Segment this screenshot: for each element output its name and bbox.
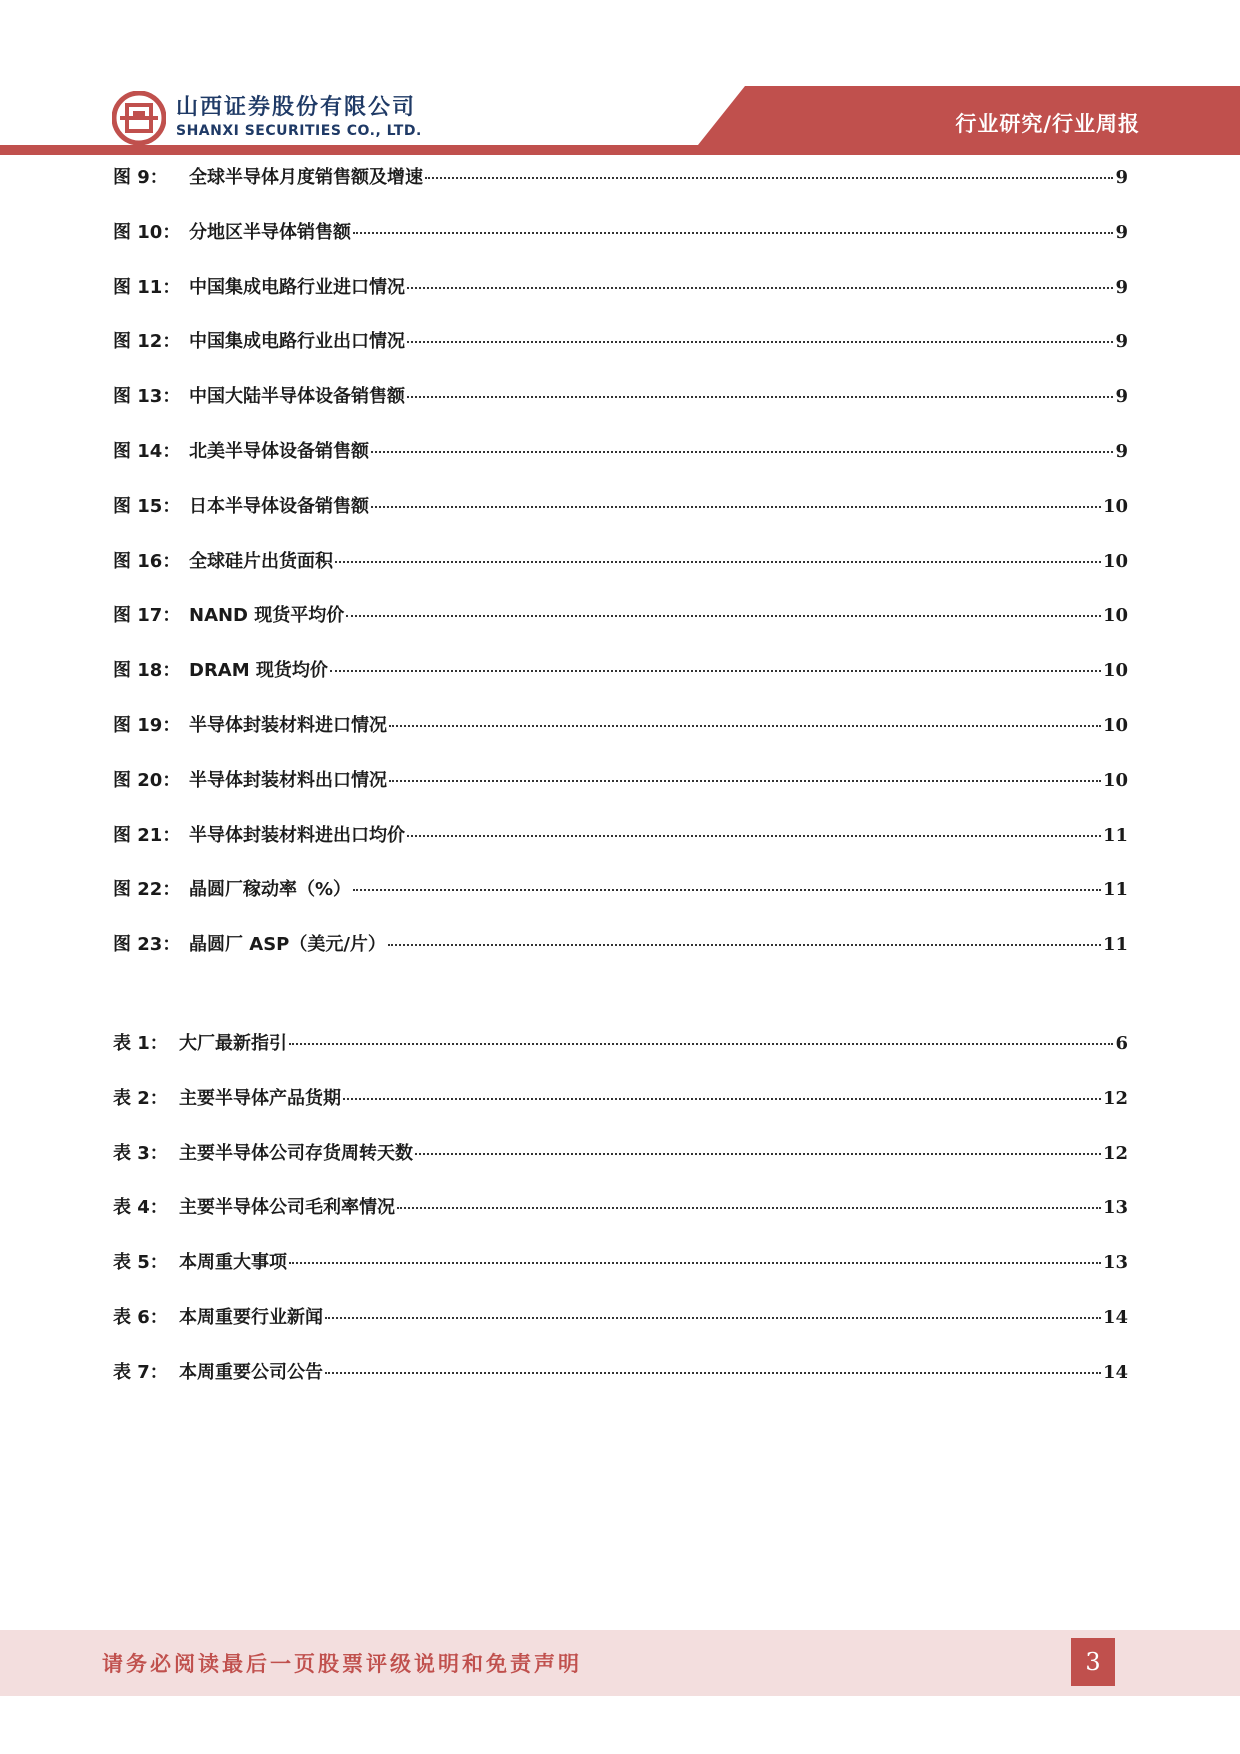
toc-entry-page: 12 [1102, 1087, 1128, 1109]
toc-figure-entry[interactable] [113, 327, 1128, 357]
toc-table-entry[interactable] [113, 1248, 1128, 1278]
company-name-cn: 山西证券股份有限公司 [176, 95, 417, 120]
toc-entry-page: 14 [1102, 1307, 1128, 1328]
toc-figure-entry[interactable] [113, 382, 1128, 412]
toc-dot-leader [325, 1317, 1101, 1319]
toc-table-entry[interactable] [113, 1084, 1128, 1114]
toc-dot-leader [407, 341, 1113, 343]
toc-entry-title: 本周重大事项 [179, 1252, 287, 1274]
toc-figure-entry[interactable] [113, 163, 1128, 193]
toc-entry-label: 表 4： [113, 1197, 168, 1219]
disclaimer-notice: 请务必阅读最后一页股票评级说明和免责声明 [102, 1651, 582, 1676]
toc-figure-entry[interactable] [113, 492, 1128, 522]
toc-entry-page: 10 [1102, 660, 1128, 682]
toc-dot-leader [407, 287, 1113, 289]
page-header [0, 0, 1240, 170]
toc-dot-leader [335, 561, 1101, 563]
toc-dot-leader [330, 670, 1101, 672]
toc-table-entry[interactable] [113, 1139, 1128, 1169]
toc-entry-page: 11 [1102, 824, 1128, 846]
toc-entry-page: 13 [1102, 1197, 1128, 1219]
toc-entry-page: 9 [1115, 331, 1128, 353]
toc-entry-page: 10 [1102, 605, 1128, 627]
toc-entry-title: 本周重要公司公告 [179, 1361, 323, 1383]
toc-entry-label: 表 6： [113, 1307, 168, 1328]
toc-entry-label: 图 22： [113, 879, 181, 901]
toc-table-entry[interactable] [113, 1358, 1128, 1388]
toc-entry-title: 半导体封装材料出口情况 [189, 769, 387, 791]
company-logo [112, 90, 422, 146]
toc-entry-label: 图 10： [113, 221, 181, 243]
toc-entry-page: 9 [1115, 221, 1128, 243]
toc-entry-title: 分地区半导体销售额 [189, 221, 351, 243]
toc-entry-label: 图 23： [113, 934, 181, 956]
toc-figure-entry[interactable] [113, 437, 1128, 467]
toc-entry-page: 10 [1102, 715, 1128, 736]
toc-entry-label: 表 7： [113, 1361, 168, 1383]
toc-entry-title: 主要半导体产品货期 [179, 1087, 341, 1109]
toc-dot-leader [346, 615, 1101, 617]
toc-entry-page: 9 [1115, 276, 1128, 298]
page-number: 3 [1071, 1638, 1115, 1686]
toc-entry-title: 主要半导体公司毛利率情况 [179, 1197, 395, 1219]
toc-entry-page: 6 [1115, 1033, 1128, 1054]
toc-dot-leader [397, 1207, 1101, 1209]
toc-entry-title: DRAM 现货均价 [189, 660, 328, 682]
toc-entry-label: 图 13： [113, 386, 181, 408]
toc-entry-label: 表 1： [113, 1033, 168, 1054]
toc-dot-leader [389, 725, 1101, 727]
toc-entry-title: 中国集成电路行业出口情况 [189, 331, 405, 353]
toc-dot-leader [407, 835, 1101, 837]
toc-entry-label: 表 5： [113, 1252, 168, 1274]
toc-entry-label: 图 18： [113, 660, 181, 682]
toc-figure-entry[interactable] [113, 930, 1128, 960]
toc-dot-leader [415, 1153, 1101, 1155]
toc-entry-label: 图 11： [113, 276, 181, 298]
toc-entry-title: 本周重要行业新闻 [179, 1307, 323, 1328]
toc-entry-page: 9 [1115, 167, 1128, 188]
toc-dot-leader [353, 889, 1101, 891]
toc-entry-title: 日本半导体设备销售额 [189, 495, 369, 517]
toc-dot-leader [425, 177, 1113, 179]
toc-entry-label: 表 2： [113, 1087, 168, 1109]
report-category: 行业研究/行业周报 [955, 112, 1140, 136]
toc-entry-label: 图 21： [113, 824, 181, 846]
toc-dot-leader [388, 944, 1101, 946]
toc-entry-title: 全球半导体月度销售额及增速 [189, 167, 423, 188]
toc-table-entry[interactable] [113, 1029, 1128, 1059]
toc-dot-leader [371, 506, 1101, 508]
toc-entry-title: 晶圆厂稼动率（%） [189, 879, 352, 901]
toc-entry-title: NAND 现货平均价 [189, 605, 345, 627]
toc-figure-entry[interactable] [113, 656, 1128, 686]
toc-entry-title: 大厂最新指引 [179, 1033, 287, 1054]
toc-entry-page: 11 [1102, 934, 1128, 956]
toc-entry-page: 12 [1102, 1142, 1128, 1164]
toc-entry-page: 11 [1102, 879, 1128, 901]
toc-figure-entry[interactable] [113, 601, 1128, 631]
toc-figure-entry[interactable] [113, 766, 1128, 796]
toc-dot-leader [289, 1262, 1101, 1264]
toc-entry-title: 全球硅片出货面积 [189, 550, 333, 572]
toc-entry-page: 10 [1102, 495, 1128, 517]
toc-entry-label: 图 16： [113, 550, 181, 572]
toc-entry-page: 14 [1102, 1361, 1128, 1383]
toc-entry-page: 9 [1115, 441, 1128, 462]
toc-entry-label: 图 12： [113, 331, 181, 353]
toc-dot-leader [353, 232, 1113, 234]
toc-entry-title: 主要半导体公司存货周转天数 [179, 1142, 413, 1164]
toc-figure-entry[interactable] [113, 711, 1128, 741]
toc-entry-title: 中国大陆半导体设备销售额 [189, 386, 405, 408]
header-band [0, 145, 1240, 155]
toc-entry-label: 图 14： [113, 441, 181, 462]
toc-entry-page: 13 [1102, 1252, 1128, 1274]
toc-figure-entry[interactable] [113, 273, 1128, 303]
toc-entry-title: 中国集成电路行业进口情况 [189, 276, 405, 298]
toc-entry-label: 表 3： [113, 1142, 168, 1164]
toc-dot-leader [407, 396, 1113, 398]
toc-entry-label: 图 17： [113, 605, 181, 627]
toc-entry-page: 9 [1115, 386, 1128, 408]
toc-entry-label: 图 9： [113, 167, 168, 188]
toc-entry-title: 半导体封装材料进出口均价 [189, 824, 405, 846]
page-footer [0, 1630, 1240, 1696]
toc-dot-leader [371, 451, 1113, 453]
toc-entry-title: 北美半导体设备销售额 [189, 441, 369, 462]
toc-entry-label: 图 19： [113, 715, 181, 736]
toc-entry-label: 图 20： [113, 769, 181, 791]
toc-dot-leader [389, 780, 1101, 782]
toc-entry-page: 10 [1102, 769, 1128, 791]
toc-dot-leader [325, 1372, 1101, 1374]
shanxi-securities-logo-icon [112, 91, 166, 145]
toc-entry-title: 半导体封装材料进口情况 [189, 715, 387, 736]
toc-figure-entry[interactable] [113, 875, 1128, 905]
toc-entry-page: 10 [1102, 550, 1128, 572]
toc-entry-title: 晶圆厂 ASP（美元/片） [189, 934, 386, 956]
toc-figure-entry[interactable] [113, 218, 1128, 248]
toc-table-entry[interactable] [113, 1303, 1128, 1333]
toc-figure-entry[interactable] [113, 821, 1128, 851]
toc-dot-leader [343, 1098, 1101, 1100]
toc-table-entry[interactable] [113, 1193, 1128, 1223]
toc-dot-leader [289, 1043, 1113, 1045]
toc-entry-label: 图 15： [113, 495, 181, 517]
toc-figure-entry[interactable] [113, 547, 1128, 577]
company-name-en: SHANXI SECURITIES CO., LTD. [176, 123, 422, 139]
